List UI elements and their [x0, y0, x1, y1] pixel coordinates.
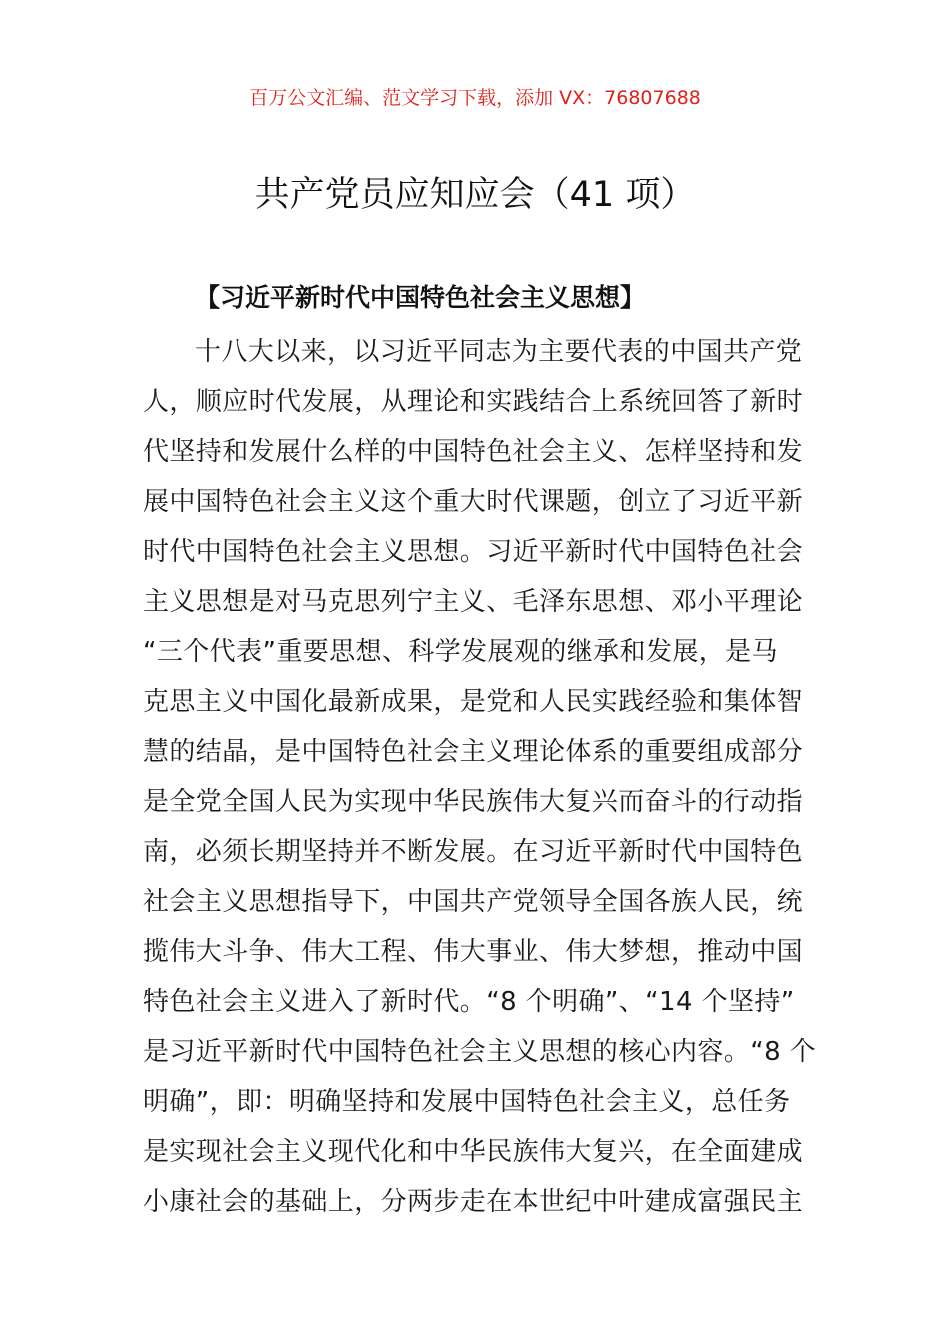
- section-heading: 【习近平新时代中国特色社会主义思想】: [195, 283, 646, 312]
- body-line: 慧的结晶，是中国特色社会主义理论体系的重要组成部分: [143, 737, 804, 767]
- body-text: [143, 327, 817, 1227]
- body-line: 小康社会的基础上，分两步走在本世纪中叶建成富强民主: [143, 1187, 804, 1217]
- body-line: 主义思想是对马克思列宁主义、毛泽东思想、邓小平理论: [143, 587, 804, 617]
- body-line: 克思主义中国化最新成果，是党和人民实践经验和集体智: [143, 687, 804, 717]
- body-line: “三个代表”重要思想、科学发展观的继承和发展，是马: [143, 637, 778, 667]
- body-line: 南，必须长期坚持并不断发展。在习近平新时代中国特色: [143, 837, 804, 867]
- body-line: 明确”，即：明确坚持和发展中国特色社会主义，总任务: [143, 1087, 791, 1117]
- document-title: 共产党员应知应会（41 项）: [254, 175, 696, 215]
- body-line: 是习近平新时代中国特色社会主义思想的核心内容。“8 个: [143, 1037, 817, 1067]
- body-line: 十八大以来，以习近平同志为主要代表的中国共产党: [195, 337, 803, 367]
- body-line: 时代中国特色社会主义思想。习近平新时代中国特色社会: [143, 537, 804, 567]
- body-line: 社会主义思想指导下，中国共产党领导全国各族人民，统: [143, 887, 804, 917]
- body-line: 是全党全国人民为实现中华民族伟大复兴而奋斗的行动指: [143, 787, 804, 817]
- body-line: 特色社会主义进入了新时代。“8 个明确”、“14 个坚持”: [143, 987, 795, 1017]
- body-line: 是实现社会主义现代化和中华民族伟大复兴，在全面建成: [143, 1137, 804, 1167]
- body-line: 代坚持和发展什么样的中国特色社会主义、怎样坚持和发: [143, 437, 804, 467]
- body-line: 展中国特色社会主义这个重大时代课题，创立了习近平新: [143, 487, 804, 517]
- promo-banner: 百万公文汇编、范文学习下载，添加 VX：76807688: [249, 87, 701, 109]
- body-line: 人，顺应时代发展，从理论和实践结合上系统回答了新时: [143, 387, 804, 417]
- body-line: 揽伟大斗争、伟大工程、伟大事业、伟大梦想，推动中国: [143, 937, 804, 967]
